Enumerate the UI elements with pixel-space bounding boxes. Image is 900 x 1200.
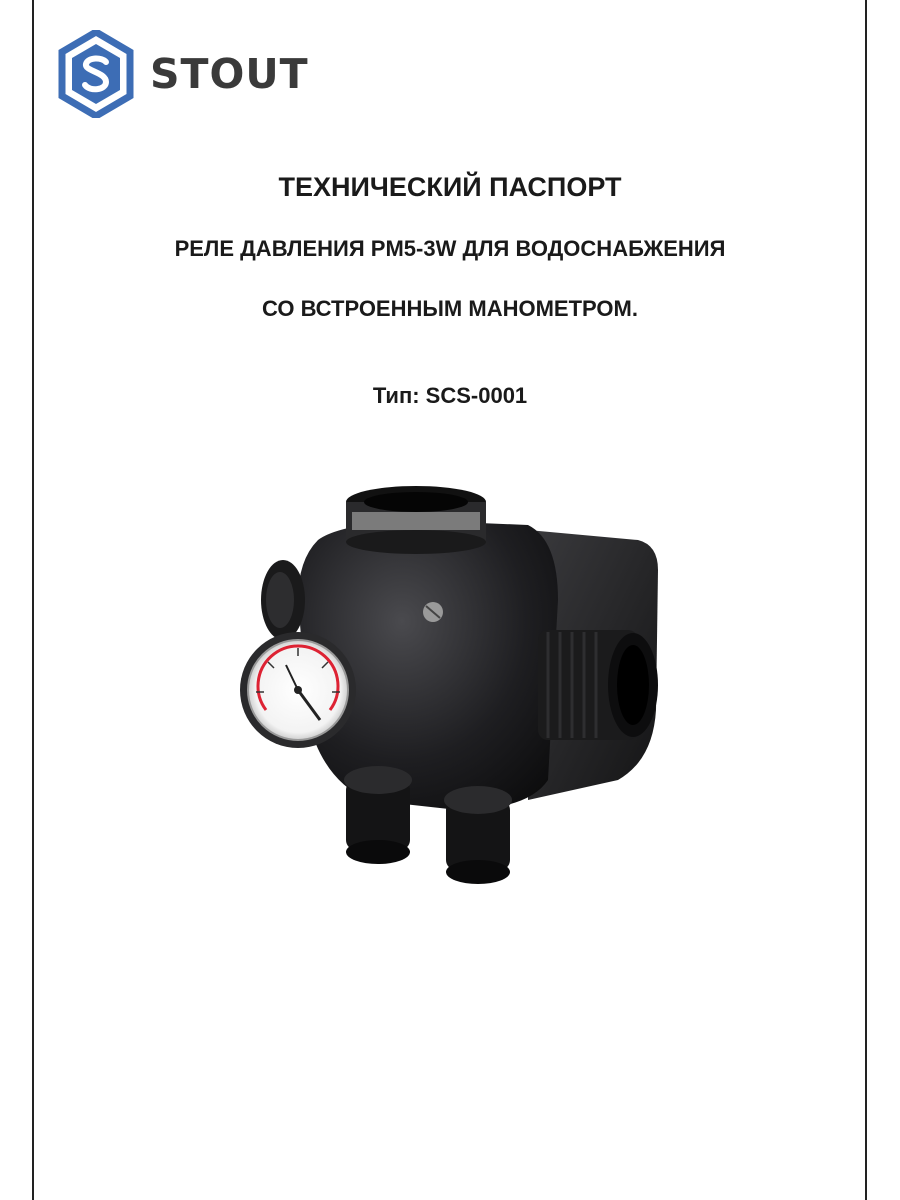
brand-name: STOUT [150,50,309,98]
product-type: Тип: SCS-0001 [372,383,528,408]
document-title: ТЕХНИЧЕСКИЙ ПАСПОРТ [278,172,622,202]
pressure-switch-photo [228,480,668,900]
document-subtitle-line-1: РЕЛЕ ДАВЛЕНИЯ PM5-3W ДЛЯ ВОДОСНАБЖЕНИЯ [174,236,726,261]
brand-logo [58,30,309,118]
stout-logo-icon [58,30,134,118]
document-subtitle-line-2: СО ВСТРОЕННЫМ МАНОМЕТРОМ. [262,296,638,321]
